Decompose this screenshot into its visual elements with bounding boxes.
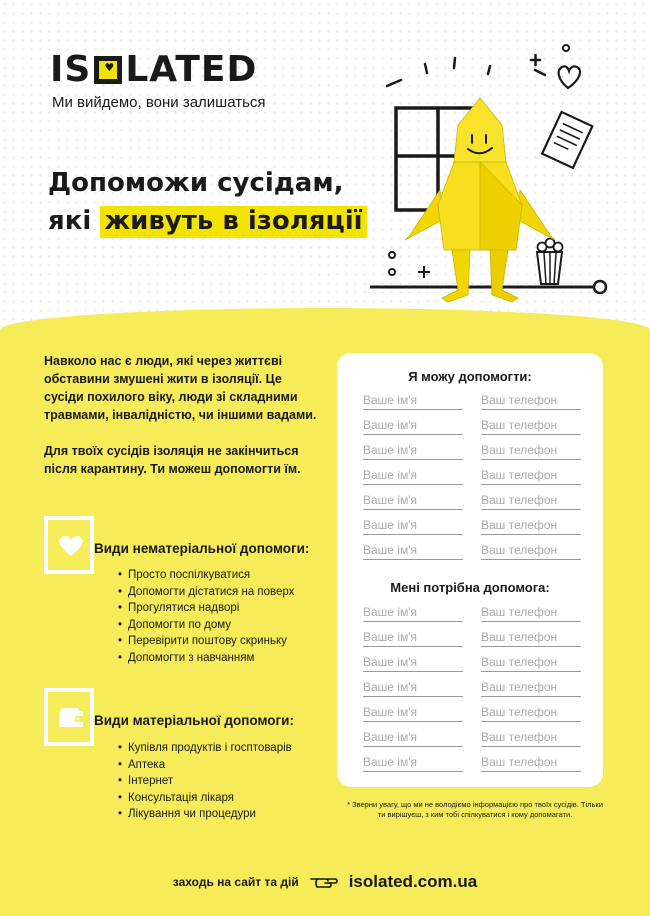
intro-text <box>44 352 324 478</box>
need-help-name-field[interactable]: Ваше ім'я <box>363 755 463 772</box>
pointing-hand-icon <box>309 873 339 891</box>
can-help-phone-field[interactable]: Ваш телефон <box>481 543 581 560</box>
need-help-phone-field[interactable]: Ваш телефон <box>481 680 581 697</box>
doodle-stroke <box>535 70 545 75</box>
nonmaterial-list <box>118 567 294 666</box>
logo-text-left: IS <box>50 49 92 90</box>
need-help-name-field[interactable]: Ваше ім'я <box>363 705 463 722</box>
nonmaterial-title: Види нематеріальної допомоги: <box>94 541 310 556</box>
list-item: • Перевірити поштову скриньку <box>118 633 294 650</box>
can-help-phone-field[interactable]: Ваш телефон <box>481 518 581 535</box>
can-help-phone-field[interactable]: Ваш телефон <box>481 418 581 435</box>
document-icon <box>542 112 592 168</box>
wallet-icon <box>58 708 86 728</box>
can-help-phone-field[interactable]: Ваш телефон <box>481 468 581 485</box>
list-item: • Допомогти з навчанням <box>118 650 294 667</box>
can-help-name-field[interactable]: Ваше ім'я <box>363 468 463 485</box>
doodle-stroke <box>454 58 455 68</box>
list-item: • Інтернет <box>118 773 292 790</box>
need-help-phone-field[interactable]: Ваш телефон <box>481 755 581 772</box>
list-item: • Допомогти дістатися на поверх <box>118 584 294 601</box>
popcorn-icon <box>537 239 563 285</box>
footer-call-to-action: заходь на сайт та дій <box>172 875 299 889</box>
footnote: * Зверни увагу, що ми не володіємо інформацією про твоїх сусідів. Тільки ти вирішуєш, з ким тобі спілкуватися і кому допомагати. <box>347 800 603 819</box>
headline <box>48 164 367 240</box>
headline-line2 <box>48 202 367 240</box>
logo-text-right: LATED <box>125 49 258 90</box>
doodle-circle <box>563 45 569 51</box>
need-help-name-field[interactable]: Ваше ім'я <box>363 680 463 697</box>
need-help-title: Мені потрібна допомога: <box>390 580 550 595</box>
doodle-stroke <box>387 80 401 86</box>
intro-paragraph-1: Навколо нас є люди, які через життєві обставини змушені жити в ізоляції. Це сусіди похилого віку, люди зі складними травмами, інвалідністю, чи іншими вадами. <box>44 354 317 422</box>
need-help-name-field[interactable]: Ваше ім'я <box>363 655 463 672</box>
left-leg <box>442 250 470 302</box>
list-item: • Просто поспілкуватися <box>118 567 294 584</box>
can-help-name-field[interactable]: Ваше ім'я <box>363 418 463 435</box>
doodle-stroke <box>488 66 490 74</box>
right-leg <box>490 250 518 302</box>
contact-form-card <box>337 353 603 787</box>
can-help-phone-field[interactable]: Ваш телефон <box>481 493 581 510</box>
tagline: Ми вийдемо, вони залишаться <box>52 94 266 111</box>
intro-paragraph-2: Для твоїх сусідів ізоляція не закінчиться після карантину. Ти можеш допомогти їм. <box>44 444 301 476</box>
heart-icon <box>58 535 84 557</box>
floor-end-circle <box>594 281 606 293</box>
doodle-stroke <box>425 64 427 73</box>
can-help-phone-field[interactable]: Ваш телефон <box>481 393 581 410</box>
material-list <box>118 740 292 823</box>
logo <box>50 49 258 90</box>
heart-icon <box>559 66 580 88</box>
can-help-phone-field[interactable]: Ваш телефон <box>481 443 581 460</box>
origami-figure-illustration <box>370 40 630 315</box>
headline-line2-pre: які <box>48 206 101 236</box>
headline-highlight: живуть в ізоляції <box>100 206 366 238</box>
list-item: • Купівля продуктів і госптоварів <box>118 740 292 757</box>
logo-heart-icon <box>94 56 122 84</box>
can-help-name-field[interactable]: Ваше ім'я <box>363 543 463 560</box>
need-help-name-field[interactable]: Ваше ім'я <box>363 730 463 747</box>
headline-line1: Допоможи сусідам, <box>48 168 344 198</box>
can-help-name-field[interactable]: Ваше ім'я <box>363 393 463 410</box>
left-arm <box>405 190 442 240</box>
list-item: • Аптека <box>118 757 292 774</box>
need-help-name-field[interactable]: Ваше ім'я <box>363 605 463 622</box>
list-item: • Консультація лікаря <box>118 790 292 807</box>
need-help-name-field[interactable]: Ваше ім'я <box>363 630 463 647</box>
website-link[interactable]: isolated.com.ua <box>348 872 478 891</box>
footer <box>0 872 650 892</box>
doodle-circle <box>389 269 395 275</box>
can-help-name-field[interactable]: Ваше ім'я <box>363 518 463 535</box>
list-item: • Допомогти по дому <box>118 617 294 634</box>
doodle-circle <box>389 252 395 258</box>
need-help-phone-field[interactable]: Ваш телефон <box>481 605 581 622</box>
need-help-phone-field[interactable]: Ваш телефон <box>481 630 581 647</box>
need-help-phone-field[interactable]: Ваш телефон <box>481 655 581 672</box>
list-item: • Прогулятися надворі <box>118 600 294 617</box>
list-item: • Лікування чи процедури <box>118 806 292 823</box>
need-help-phone-field[interactable]: Ваш телефон <box>481 730 581 747</box>
can-help-name-field[interactable]: Ваше ім'я <box>363 493 463 510</box>
right-arm <box>518 190 555 240</box>
material-title: Види матеріальної допомоги: <box>94 713 294 728</box>
need-help-phone-field[interactable]: Ваш телефон <box>481 705 581 722</box>
can-help-title: Я можу допомогти: <box>408 369 532 384</box>
can-help-name-field[interactable]: Ваше ім'я <box>363 443 463 460</box>
